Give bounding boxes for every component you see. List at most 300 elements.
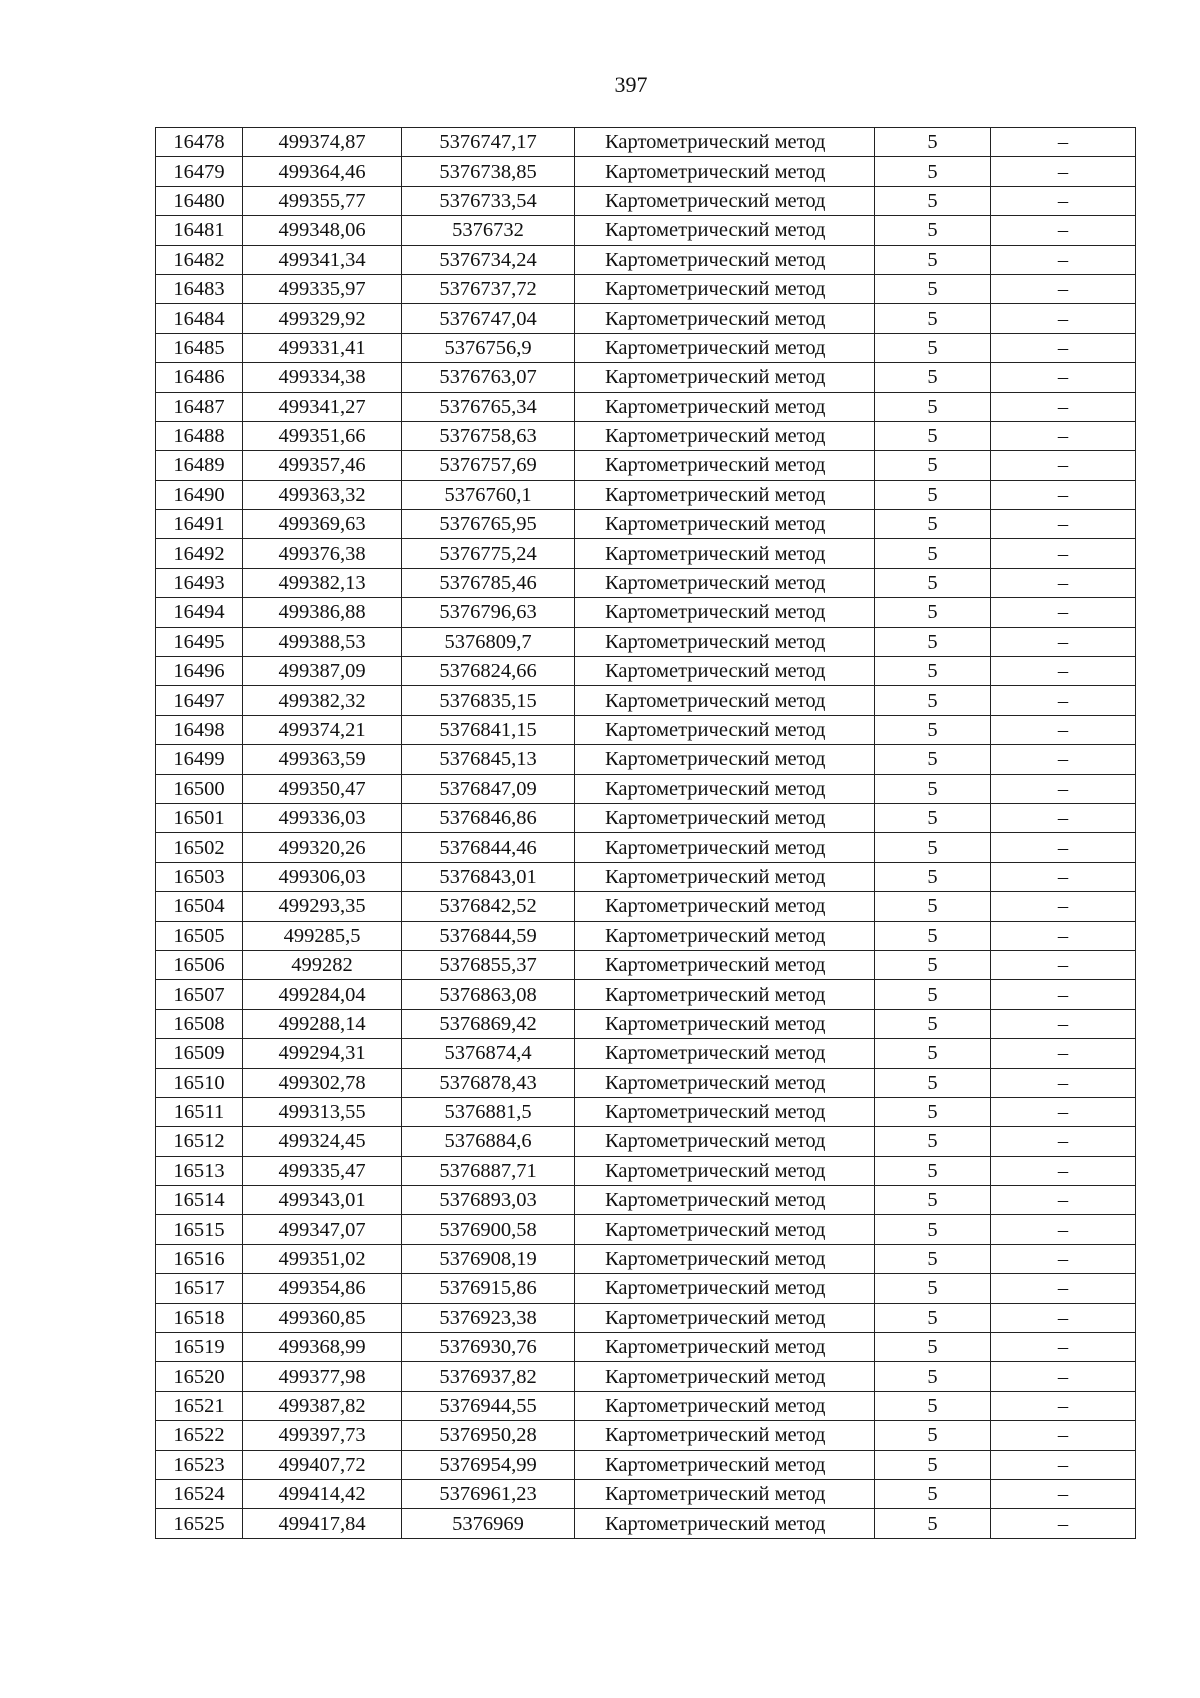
accuracy-cell: 5 bbox=[875, 157, 991, 186]
x-coordinate-cell: 499387,09 bbox=[243, 657, 402, 686]
method-cell: Картометрический метод bbox=[575, 657, 875, 686]
note-cell: – bbox=[991, 421, 1136, 450]
note-cell: – bbox=[991, 774, 1136, 803]
note-cell: – bbox=[991, 392, 1136, 421]
point-number-cell: 16478 bbox=[156, 128, 243, 157]
method-cell: Картометрический метод bbox=[575, 128, 875, 157]
point-number-cell: 16503 bbox=[156, 862, 243, 891]
method-cell: Картометрический метод bbox=[575, 1009, 875, 1038]
y-coordinate-cell: 5376841,15 bbox=[402, 715, 575, 744]
x-coordinate-cell: 499324,45 bbox=[243, 1127, 402, 1156]
table-row bbox=[156, 186, 1136, 215]
table-row bbox=[156, 1333, 1136, 1362]
table-body bbox=[156, 128, 1136, 1539]
y-coordinate-cell: 5376763,07 bbox=[402, 363, 575, 392]
y-coordinate-cell: 5376845,13 bbox=[402, 745, 575, 774]
method-cell: Картометрический метод bbox=[575, 921, 875, 950]
note-cell: – bbox=[991, 1009, 1136, 1038]
y-coordinate-cell: 5376923,38 bbox=[402, 1303, 575, 1332]
x-coordinate-cell: 499382,32 bbox=[243, 686, 402, 715]
y-coordinate-cell: 5376732 bbox=[402, 216, 575, 245]
method-cell: Картометрический метод bbox=[575, 892, 875, 921]
point-number-cell: 16482 bbox=[156, 245, 243, 274]
point-number-cell: 16498 bbox=[156, 715, 243, 744]
accuracy-cell: 5 bbox=[875, 980, 991, 1009]
point-number-cell: 16514 bbox=[156, 1186, 243, 1215]
y-coordinate-cell: 5376950,28 bbox=[402, 1421, 575, 1450]
note-cell: – bbox=[991, 333, 1136, 362]
note-cell: – bbox=[991, 980, 1136, 1009]
method-cell: Картометрический метод bbox=[575, 862, 875, 891]
note-cell: – bbox=[991, 598, 1136, 627]
table-row bbox=[156, 510, 1136, 539]
x-coordinate-cell: 499355,77 bbox=[243, 186, 402, 215]
method-cell: Картометрический метод bbox=[575, 1421, 875, 1450]
point-number-cell: 16494 bbox=[156, 598, 243, 627]
x-coordinate-cell: 499285,5 bbox=[243, 921, 402, 950]
table-row bbox=[156, 274, 1136, 303]
x-coordinate-cell: 499347,07 bbox=[243, 1215, 402, 1244]
y-coordinate-cell: 5376884,6 bbox=[402, 1127, 575, 1156]
accuracy-cell: 5 bbox=[875, 1156, 991, 1185]
table-row bbox=[156, 862, 1136, 891]
accuracy-cell: 5 bbox=[875, 1274, 991, 1303]
point-number-cell: 16516 bbox=[156, 1244, 243, 1273]
method-cell: Картометрический метод bbox=[575, 1215, 875, 1244]
table-row bbox=[156, 980, 1136, 1009]
x-coordinate-cell: 499414,42 bbox=[243, 1479, 402, 1508]
y-coordinate-cell: 5376844,46 bbox=[402, 833, 575, 862]
note-cell: – bbox=[991, 128, 1136, 157]
y-coordinate-cell: 5376878,43 bbox=[402, 1068, 575, 1097]
method-cell: Картометрический метод bbox=[575, 1039, 875, 1068]
method-cell: Картометрический метод bbox=[575, 392, 875, 421]
note-cell: – bbox=[991, 1421, 1136, 1450]
x-coordinate-cell: 499360,85 bbox=[243, 1303, 402, 1332]
point-number-cell: 16499 bbox=[156, 745, 243, 774]
x-coordinate-cell: 499377,98 bbox=[243, 1362, 402, 1391]
accuracy-cell: 5 bbox=[875, 1244, 991, 1273]
x-coordinate-cell: 499387,82 bbox=[243, 1391, 402, 1420]
accuracy-cell: 5 bbox=[875, 598, 991, 627]
method-cell: Картометрический метод bbox=[575, 627, 875, 656]
point-number-cell: 16500 bbox=[156, 774, 243, 803]
accuracy-cell: 5 bbox=[875, 1333, 991, 1362]
y-coordinate-cell: 5376747,04 bbox=[402, 304, 575, 333]
method-cell: Картометрический метод bbox=[575, 1244, 875, 1273]
note-cell: – bbox=[991, 862, 1136, 891]
note-cell: – bbox=[991, 950, 1136, 979]
table-row bbox=[156, 1156, 1136, 1185]
table-row bbox=[156, 157, 1136, 186]
y-coordinate-cell: 5376737,72 bbox=[402, 274, 575, 303]
accuracy-cell: 5 bbox=[875, 1009, 991, 1038]
method-cell: Картометрический метод bbox=[575, 1127, 875, 1156]
point-number-cell: 16520 bbox=[156, 1362, 243, 1391]
y-coordinate-cell: 5376869,42 bbox=[402, 1009, 575, 1038]
note-cell: – bbox=[991, 1244, 1136, 1273]
x-coordinate-cell: 499334,38 bbox=[243, 363, 402, 392]
y-coordinate-cell: 5376835,15 bbox=[402, 686, 575, 715]
note-cell: – bbox=[991, 1333, 1136, 1362]
method-cell: Картометрический метод bbox=[575, 1333, 875, 1362]
method-cell: Картометрический метод bbox=[575, 1509, 875, 1538]
point-number-cell: 16502 bbox=[156, 833, 243, 862]
table-row bbox=[156, 803, 1136, 832]
note-cell: – bbox=[991, 892, 1136, 921]
x-coordinate-cell: 499306,03 bbox=[243, 862, 402, 891]
x-coordinate-cell: 499388,53 bbox=[243, 627, 402, 656]
point-number-cell: 16490 bbox=[156, 480, 243, 509]
y-coordinate-cell: 5376855,37 bbox=[402, 950, 575, 979]
accuracy-cell: 5 bbox=[875, 128, 991, 157]
table-row bbox=[156, 1479, 1136, 1508]
accuracy-cell: 5 bbox=[875, 304, 991, 333]
point-number-cell: 16495 bbox=[156, 627, 243, 656]
accuracy-cell: 5 bbox=[875, 1509, 991, 1538]
method-cell: Картометрический метод bbox=[575, 686, 875, 715]
accuracy-cell: 5 bbox=[875, 274, 991, 303]
point-number-cell: 16519 bbox=[156, 1333, 243, 1362]
table-row bbox=[156, 774, 1136, 803]
accuracy-cell: 5 bbox=[875, 774, 991, 803]
point-number-cell: 16481 bbox=[156, 216, 243, 245]
x-coordinate-cell: 499282 bbox=[243, 950, 402, 979]
note-cell: – bbox=[991, 803, 1136, 832]
x-coordinate-cell: 499302,78 bbox=[243, 1068, 402, 1097]
x-coordinate-cell: 499336,03 bbox=[243, 803, 402, 832]
accuracy-cell: 5 bbox=[875, 1097, 991, 1126]
method-cell: Картометрический метод bbox=[575, 245, 875, 274]
accuracy-cell: 5 bbox=[875, 862, 991, 891]
table-row bbox=[156, 1039, 1136, 1068]
accuracy-cell: 5 bbox=[875, 627, 991, 656]
accuracy-cell: 5 bbox=[875, 1450, 991, 1479]
accuracy-cell: 5 bbox=[875, 510, 991, 539]
note-cell: – bbox=[991, 363, 1136, 392]
point-number-cell: 16511 bbox=[156, 1097, 243, 1126]
method-cell: Картометрический метод bbox=[575, 1097, 875, 1126]
note-cell: – bbox=[991, 157, 1136, 186]
point-number-cell: 16484 bbox=[156, 304, 243, 333]
method-cell: Картометрический метод bbox=[575, 510, 875, 539]
page-number: 397 bbox=[614, 72, 648, 97]
method-cell: Картометрический метод bbox=[575, 833, 875, 862]
method-cell: Картометрический метод bbox=[575, 1186, 875, 1215]
point-number-cell: 16517 bbox=[156, 1274, 243, 1303]
note-cell: – bbox=[991, 1509, 1136, 1538]
x-coordinate-cell: 499350,47 bbox=[243, 774, 402, 803]
accuracy-cell: 5 bbox=[875, 392, 991, 421]
x-coordinate-cell: 499374,21 bbox=[243, 715, 402, 744]
table-row bbox=[156, 598, 1136, 627]
note-cell: – bbox=[991, 1274, 1136, 1303]
x-coordinate-cell: 499294,31 bbox=[243, 1039, 402, 1068]
y-coordinate-cell: 5376756,9 bbox=[402, 333, 575, 362]
point-number-cell: 16489 bbox=[156, 451, 243, 480]
note-cell: – bbox=[991, 1479, 1136, 1508]
method-cell: Картометрический метод bbox=[575, 304, 875, 333]
x-coordinate-cell: 499382,13 bbox=[243, 568, 402, 597]
point-number-cell: 16523 bbox=[156, 1450, 243, 1479]
method-cell: Картометрический метод bbox=[575, 745, 875, 774]
y-coordinate-cell: 5376843,01 bbox=[402, 862, 575, 891]
method-cell: Картометрический метод bbox=[575, 950, 875, 979]
accuracy-cell: 5 bbox=[875, 186, 991, 215]
x-coordinate-cell: 499374,87 bbox=[243, 128, 402, 157]
accuracy-cell: 5 bbox=[875, 539, 991, 568]
accuracy-cell: 5 bbox=[875, 892, 991, 921]
note-cell: – bbox=[991, 480, 1136, 509]
note-cell: – bbox=[991, 1039, 1136, 1068]
method-cell: Картометрический метод bbox=[575, 216, 875, 245]
point-number-cell: 16505 bbox=[156, 921, 243, 950]
x-coordinate-cell: 499357,46 bbox=[243, 451, 402, 480]
point-number-cell: 16480 bbox=[156, 186, 243, 215]
y-coordinate-cell: 5376796,63 bbox=[402, 598, 575, 627]
point-number-cell: 16525 bbox=[156, 1509, 243, 1538]
x-coordinate-cell: 499351,02 bbox=[243, 1244, 402, 1273]
y-coordinate-cell: 5376930,76 bbox=[402, 1333, 575, 1362]
method-cell: Картометрический метод bbox=[575, 186, 875, 215]
method-cell: Картометрический метод bbox=[575, 480, 875, 509]
point-number-cell: 16518 bbox=[156, 1303, 243, 1332]
point-number-cell: 16524 bbox=[156, 1479, 243, 1508]
accuracy-cell: 5 bbox=[875, 745, 991, 774]
x-coordinate-cell: 499335,97 bbox=[243, 274, 402, 303]
accuracy-cell: 5 bbox=[875, 921, 991, 950]
y-coordinate-cell: 5376908,19 bbox=[402, 1244, 575, 1273]
point-number-cell: 16479 bbox=[156, 157, 243, 186]
table-row bbox=[156, 1421, 1136, 1450]
table-row bbox=[156, 1068, 1136, 1097]
method-cell: Картометрический метод bbox=[575, 539, 875, 568]
method-cell: Картометрический метод bbox=[575, 363, 875, 392]
method-cell: Картометрический метод bbox=[575, 274, 875, 303]
note-cell: – bbox=[991, 304, 1136, 333]
x-coordinate-cell: 499293,35 bbox=[243, 892, 402, 921]
point-number-cell: 16507 bbox=[156, 980, 243, 1009]
table-row bbox=[156, 921, 1136, 950]
y-coordinate-cell: 5376842,52 bbox=[402, 892, 575, 921]
note-cell: – bbox=[991, 245, 1136, 274]
accuracy-cell: 5 bbox=[875, 480, 991, 509]
point-number-cell: 16509 bbox=[156, 1039, 243, 1068]
x-coordinate-cell: 499397,73 bbox=[243, 1421, 402, 1450]
note-cell: – bbox=[991, 1215, 1136, 1244]
note-cell: – bbox=[991, 627, 1136, 656]
point-number-cell: 16483 bbox=[156, 274, 243, 303]
point-number-cell: 16497 bbox=[156, 686, 243, 715]
table-row bbox=[156, 1127, 1136, 1156]
x-coordinate-cell: 499331,41 bbox=[243, 333, 402, 362]
table-row bbox=[156, 539, 1136, 568]
accuracy-cell: 5 bbox=[875, 363, 991, 392]
y-coordinate-cell: 5376785,46 bbox=[402, 568, 575, 597]
point-number-cell: 16521 bbox=[156, 1391, 243, 1420]
point-number-cell: 16501 bbox=[156, 803, 243, 832]
x-coordinate-cell: 499386,88 bbox=[243, 598, 402, 627]
point-number-cell: 16488 bbox=[156, 421, 243, 450]
accuracy-cell: 5 bbox=[875, 1421, 991, 1450]
point-number-cell: 16522 bbox=[156, 1421, 243, 1450]
table-row bbox=[156, 1391, 1136, 1420]
table-row bbox=[156, 363, 1136, 392]
table-row bbox=[156, 1009, 1136, 1038]
note-cell: – bbox=[991, 657, 1136, 686]
table-row bbox=[156, 568, 1136, 597]
accuracy-cell: 5 bbox=[875, 421, 991, 450]
accuracy-cell: 5 bbox=[875, 950, 991, 979]
accuracy-cell: 5 bbox=[875, 333, 991, 362]
method-cell: Картометрический метод bbox=[575, 421, 875, 450]
method-cell: Картометрический метод bbox=[575, 715, 875, 744]
method-cell: Картометрический метод bbox=[575, 774, 875, 803]
y-coordinate-cell: 5376915,86 bbox=[402, 1274, 575, 1303]
y-coordinate-cell: 5376757,69 bbox=[402, 451, 575, 480]
note-cell: – bbox=[991, 1127, 1136, 1156]
x-coordinate-cell: 499417,84 bbox=[243, 1509, 402, 1538]
x-coordinate-cell: 499369,63 bbox=[243, 510, 402, 539]
y-coordinate-cell: 5376844,59 bbox=[402, 921, 575, 950]
point-number-cell: 16506 bbox=[156, 950, 243, 979]
y-coordinate-cell: 5376969 bbox=[402, 1509, 575, 1538]
note-cell: – bbox=[991, 539, 1136, 568]
table-row bbox=[156, 1509, 1136, 1538]
table-row bbox=[156, 627, 1136, 656]
accuracy-cell: 5 bbox=[875, 1068, 991, 1097]
method-cell: Картометрический метод bbox=[575, 568, 875, 597]
method-cell: Картометрический метод bbox=[575, 1362, 875, 1391]
x-coordinate-cell: 499329,92 bbox=[243, 304, 402, 333]
note-cell: – bbox=[991, 186, 1136, 215]
table-row bbox=[156, 1215, 1136, 1244]
note-cell: – bbox=[991, 1097, 1136, 1126]
y-coordinate-cell: 5376846,86 bbox=[402, 803, 575, 832]
table-row bbox=[156, 128, 1136, 157]
x-coordinate-cell: 499341,27 bbox=[243, 392, 402, 421]
method-cell: Картометрический метод bbox=[575, 1274, 875, 1303]
y-coordinate-cell: 5376734,24 bbox=[402, 245, 575, 274]
table-row bbox=[156, 892, 1136, 921]
method-cell: Картометрический метод bbox=[575, 980, 875, 1009]
table-row bbox=[156, 1097, 1136, 1126]
method-cell: Картометрический метод bbox=[575, 333, 875, 362]
point-number-cell: 16487 bbox=[156, 392, 243, 421]
table-row bbox=[156, 1303, 1136, 1332]
point-number-cell: 16515 bbox=[156, 1215, 243, 1244]
x-coordinate-cell: 499351,66 bbox=[243, 421, 402, 450]
table-row bbox=[156, 480, 1136, 509]
y-coordinate-cell: 5376847,09 bbox=[402, 774, 575, 803]
note-cell: – bbox=[991, 274, 1136, 303]
table-row bbox=[156, 715, 1136, 744]
point-number-cell: 16496 bbox=[156, 657, 243, 686]
y-coordinate-cell: 5376954,99 bbox=[402, 1450, 575, 1479]
y-coordinate-cell: 5376760,1 bbox=[402, 480, 575, 509]
note-cell: – bbox=[991, 1362, 1136, 1391]
y-coordinate-cell: 5376775,24 bbox=[402, 539, 575, 568]
y-coordinate-cell: 5376887,71 bbox=[402, 1156, 575, 1185]
method-cell: Картометрический метод bbox=[575, 1450, 875, 1479]
y-coordinate-cell: 5376738,85 bbox=[402, 157, 575, 186]
y-coordinate-cell: 5376765,95 bbox=[402, 510, 575, 539]
point-number-cell: 16493 bbox=[156, 568, 243, 597]
x-coordinate-cell: 499343,01 bbox=[243, 1186, 402, 1215]
y-coordinate-cell: 5376961,23 bbox=[402, 1479, 575, 1508]
table-row bbox=[156, 657, 1136, 686]
note-cell: – bbox=[991, 1068, 1136, 1097]
method-cell: Картометрический метод bbox=[575, 1156, 875, 1185]
note-cell: – bbox=[991, 833, 1136, 862]
point-number-cell: 16510 bbox=[156, 1068, 243, 1097]
accuracy-cell: 5 bbox=[875, 451, 991, 480]
note-cell: – bbox=[991, 686, 1136, 715]
x-coordinate-cell: 499313,55 bbox=[243, 1097, 402, 1126]
table-row bbox=[156, 686, 1136, 715]
y-coordinate-cell: 5376944,55 bbox=[402, 1391, 575, 1420]
x-coordinate-cell: 499407,72 bbox=[243, 1450, 402, 1479]
method-cell: Картометрический метод bbox=[575, 451, 875, 480]
accuracy-cell: 5 bbox=[875, 216, 991, 245]
note-cell: – bbox=[991, 715, 1136, 744]
accuracy-cell: 5 bbox=[875, 1479, 991, 1508]
accuracy-cell: 5 bbox=[875, 657, 991, 686]
x-coordinate-cell: 499354,86 bbox=[243, 1274, 402, 1303]
y-coordinate-cell: 5376733,54 bbox=[402, 186, 575, 215]
note-cell: – bbox=[991, 1450, 1136, 1479]
method-cell: Картометрический метод bbox=[575, 1068, 875, 1097]
table-row bbox=[156, 1186, 1136, 1215]
accuracy-cell: 5 bbox=[875, 715, 991, 744]
accuracy-cell: 5 bbox=[875, 1303, 991, 1332]
table-row bbox=[156, 216, 1136, 245]
method-cell: Картометрический метод bbox=[575, 803, 875, 832]
point-number-cell: 16485 bbox=[156, 333, 243, 362]
point-number-cell: 16491 bbox=[156, 510, 243, 539]
accuracy-cell: 5 bbox=[875, 1362, 991, 1391]
x-coordinate-cell: 499284,04 bbox=[243, 980, 402, 1009]
y-coordinate-cell: 5376747,17 bbox=[402, 128, 575, 157]
method-cell: Картометрический метод bbox=[575, 1479, 875, 1508]
y-coordinate-cell: 5376863,08 bbox=[402, 980, 575, 1009]
point-number-cell: 16492 bbox=[156, 539, 243, 568]
table-row bbox=[156, 1244, 1136, 1273]
table-row bbox=[156, 1450, 1136, 1479]
x-coordinate-cell: 499335,47 bbox=[243, 1156, 402, 1185]
y-coordinate-cell: 5376874,4 bbox=[402, 1039, 575, 1068]
accuracy-cell: 5 bbox=[875, 833, 991, 862]
y-coordinate-cell: 5376937,82 bbox=[402, 1362, 575, 1391]
note-cell: – bbox=[991, 1303, 1136, 1332]
point-number-cell: 16504 bbox=[156, 892, 243, 921]
accuracy-cell: 5 bbox=[875, 1186, 991, 1215]
x-coordinate-cell: 499348,06 bbox=[243, 216, 402, 245]
note-cell: – bbox=[991, 745, 1136, 774]
note-cell: – bbox=[991, 921, 1136, 950]
accuracy-cell: 5 bbox=[875, 1127, 991, 1156]
accuracy-cell: 5 bbox=[875, 803, 991, 832]
table-row bbox=[156, 1274, 1136, 1303]
point-number-cell: 16512 bbox=[156, 1127, 243, 1156]
note-cell: – bbox=[991, 1186, 1136, 1215]
accuracy-cell: 5 bbox=[875, 245, 991, 274]
y-coordinate-cell: 5376758,63 bbox=[402, 421, 575, 450]
accuracy-cell: 5 bbox=[875, 1391, 991, 1420]
table-row bbox=[156, 421, 1136, 450]
note-cell: – bbox=[991, 1156, 1136, 1185]
note-cell: – bbox=[991, 1391, 1136, 1420]
